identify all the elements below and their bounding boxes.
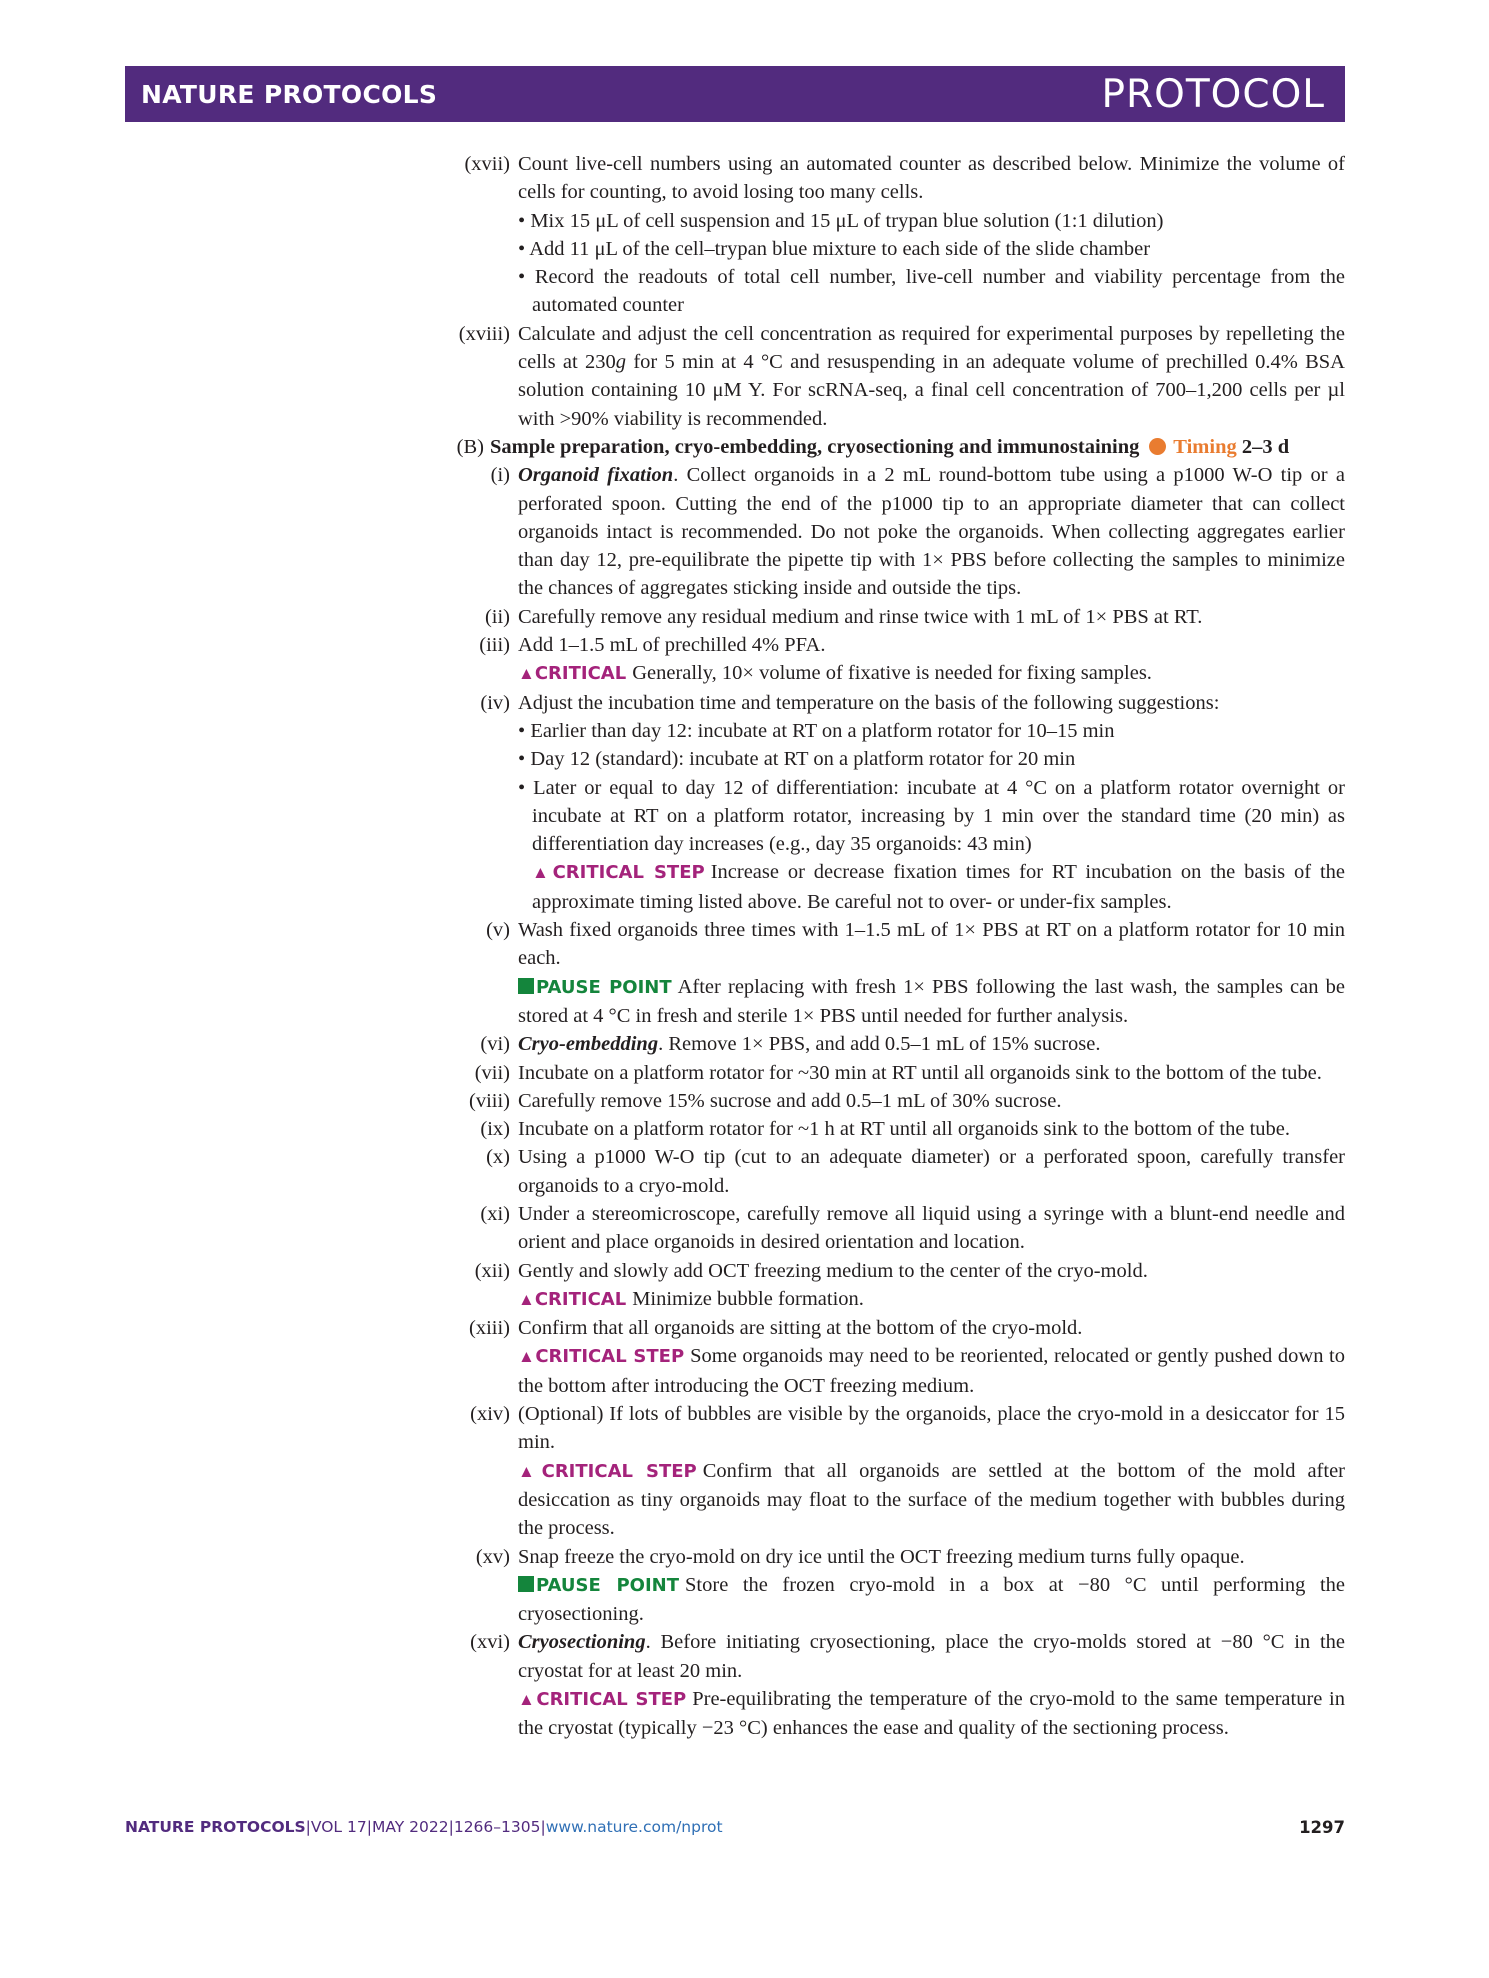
step-label: Cryosectioning [518, 1631, 646, 1654]
step-b-xi [440, 1200, 1345, 1257]
critical-note: ▲CRITICAL STEP Some organoids may need to be reoriented, relocated or gently pushed down to the bottom after introducing the OCT freezing medium. [518, 1345, 1346, 1397]
step-b-x [440, 1143, 1345, 1200]
section-title: Sample preparation, cryo-embedding, cryosectioning and immunostaining [490, 435, 1140, 458]
step-number: (viii) [469, 1089, 510, 1112]
step-text: Adjust the incubation time and temperature on the basis of the following suggestions: [518, 691, 1220, 714]
footer-journal: NATURE PROTOCOLS [125, 1818, 306, 1836]
step-number: (vii) [474, 1061, 510, 1084]
step-number: (ii) [484, 605, 510, 628]
bullet-item: • Earlier than day 12: incubate at RT on a platform rotator for 10–15 min [518, 719, 1115, 742]
step-number: (i) [490, 464, 510, 487]
step-b-iv [440, 689, 1345, 916]
bullet-item: • Day 12 (standard): incubate at RT on a platform rotator for 20 min [518, 748, 1076, 771]
step-text: Cryo-embedding. Remove 1× PBS, and add 0.5–1 mL of 15% sucrose. [518, 1033, 1101, 1056]
step-b-ix [440, 1115, 1345, 1143]
bullet-item: • Mix 15 μL of cell suspension and 15 μL of trypan blue solution (1:1 dilution) [518, 209, 1164, 232]
step-number: (v) [486, 919, 510, 942]
step-b-vii [440, 1059, 1345, 1087]
protocol-body [440, 150, 1345, 1743]
critical-label: CRITICAL STEP [541, 1460, 697, 1482]
footer-volume: VOL 17 [310, 1818, 367, 1836]
step-b-ii [440, 603, 1345, 631]
journal-header-bar [125, 66, 1345, 122]
step-text: Gently and slowly add OCT freezing medium to the center of the cryo-mold. [518, 1259, 1148, 1282]
warning-triangle-icon: ▲ [518, 664, 535, 684]
critical-label: CRITICAL STEP [536, 1689, 687, 1711]
step-label: Organoid fixation [518, 464, 674, 487]
page-footer: NATURE PROTOCOLS|VOL 17|MAY 2022|1266–1305|www.nature.com/nprot 1297 [125, 1818, 1345, 1837]
timing-label: Timing [1173, 435, 1237, 458]
critical-note: ▲CRITICAL Minimize bubble formation. [518, 1287, 864, 1310]
pause-note: PAUSE POINT After replacing with fresh 1× PBS following the last wash, the samples can be stored at 4 °C in fresh and sterile 1× PBS until needed for further analysis. [518, 975, 1345, 1027]
timing-dot-icon [1149, 438, 1166, 455]
step-number: (xiii) [469, 1317, 510, 1340]
step-text: Wash fixed organoids three times with 1–1.5 mL of 1× PBS at RT on a platform rotator for 10 min each. [518, 919, 1345, 970]
bullet-item: • Later or equal to day 12 of differentiation: incubate at 4 °C on a platform rotator overnight or incubate at RT on a platform rotator, increasing by 1 min over the standard time (20 min) as differentiation day increases (e.g., day 35 organoids: 43 min) ▲CRITICAL STEP Increase or decrease fixation times for RT incubation on the basis of the approximate timing listed above. Be careful not to over- or under-fix samples. [518, 774, 1345, 916]
bullet-item: • Add 11 μL of the cell–trypan blue mixture to each side of the slide chamber [518, 237, 1151, 260]
step-number: (xvi) [470, 1631, 510, 1654]
step-number: (xvii) [464, 153, 510, 175]
step-text: Count live-cell numbers using an automated counter as described below. Minimize the volume of cells for counting, to avoid losing too many cells. [518, 153, 1345, 204]
journal-name: NATURE PROTOCOLS [141, 79, 438, 109]
step-number: (xiv) [470, 1403, 510, 1426]
step-a-xviii [440, 320, 1345, 433]
step-text: Incubate on a platform rotator for ~1 h at RT until all organoids sink to the bottom of the tube. [518, 1118, 1291, 1141]
bullet-icon: • [518, 719, 526, 742]
bullet-icon: • [518, 748, 526, 771]
warning-triangle-icon: ▲ [518, 1347, 536, 1367]
step-b-vi [440, 1030, 1345, 1058]
article-type: PROTOCOL [1101, 71, 1325, 117]
step-number: (xv) [475, 1545, 510, 1568]
critical-label: CRITICAL [534, 1288, 627, 1310]
step-b-xiv [440, 1400, 1345, 1542]
page-number: 1297 [1299, 1818, 1345, 1837]
warning-triangle-icon: ▲ [518, 1461, 542, 1481]
step-text: Cryosectioning. Before initiating cryosectioning, place the cryo-molds stored at −80 °C in the cryostat for at least 20 min. [518, 1631, 1345, 1682]
step-b-xv [440, 1543, 1345, 1629]
critical-label: CRITICAL STEP [552, 862, 705, 884]
pause-square-icon [518, 1576, 534, 1592]
pause-label: PAUSE POINT [536, 976, 672, 998]
warning-triangle-icon: ▲ [532, 863, 553, 883]
timing-value: 2–3 d [1241, 435, 1290, 458]
footer-url-link[interactable]: www.nature.com/nprot [545, 1818, 723, 1836]
step-text: (Optional) If lots of bubbles are visible by the organoids, place the cryo-mold in a desiccator for 15 min. [518, 1403, 1345, 1454]
critical-note: ▲CRITICAL STEP Pre-equilibrating the temperature of the cryo-mold to the same temperature in the cryostat (typically −23 °C) enhances the ease and quality of the sectioning process. [518, 1688, 1345, 1740]
pause-label: PAUSE POINT [536, 1574, 680, 1596]
step-text: Organoid fixation. Collect organoids in a 2 mL round-bottom tube using a p1000 W-O tip or a perforated spoon. Cutting the end of the p1000 tip to an appropriate diameter that can collect organoids intact is recommended. Do not poke the organoids. When collecting aggregates earlier than day 12, pre-equilibrate the pipette tip with 1× PBS before collecting the samples to minimize the chances of aggregates sticking inside and outside the tips. [518, 464, 1345, 600]
critical-label: CRITICAL [534, 663, 627, 685]
step-label: Cryo-embedding [518, 1033, 659, 1056]
step-text: Carefully remove any residual medium and rinse twice with 1 mL of 1× PBS at RT. [518, 605, 1203, 628]
bullet-icon: • [518, 776, 526, 799]
warning-triangle-icon: ▲ [518, 1289, 535, 1309]
step-text: Calculate and adjust the cell concentration as required for experimental purposes by repelleting the cells at 230g for 5 min at 4 °C and resuspending in an adequate volume of prechilled 0.4% BSA solution containing 10 μM Y. For scRNA-seq, a final cell concentration of 700–1,200 cells per µl with >90% viability is recommended. [518, 322, 1345, 430]
footer-date: MAY 2022 [371, 1818, 449, 1836]
step-b-xiii [440, 1314, 1345, 1400]
step-number: (x) [486, 1146, 510, 1169]
step-text: Incubate on a platform rotator for ~30 min at RT until all organoids sink to the bottom of the tube. [518, 1061, 1322, 1084]
footer-pages: 1266–1305 [453, 1818, 541, 1836]
bullet-icon: • [518, 266, 526, 289]
step-number: (iii) [479, 634, 510, 657]
step-b-iii [440, 631, 1345, 689]
pause-square-icon [518, 978, 534, 994]
step-text: Carefully remove 15% sucrose and add 0.5–1 mL of 30% sucrose. [518, 1089, 1062, 1112]
section-b-heading [440, 433, 1345, 461]
step-text: Using a p1000 W-O tip (cut to an adequate diameter) or a perforated spoon, carefully transfer organoids to a cryo-mold. [518, 1146, 1345, 1197]
warning-triangle-icon: ▲ [518, 1690, 537, 1710]
critical-note: ▲CRITICAL Generally, 10× volume of fixative is needed for fixing samples. [518, 662, 1152, 685]
critical-note: ▲CRITICAL STEP Confirm that all organoids are settled at the bottom of the mold after desiccation as tiny organoids may float to the surface of the medium together with bubbles during the process. [518, 1459, 1346, 1540]
step-b-viii [440, 1087, 1345, 1115]
step-text: Snap freeze the cryo-mold on dry ice until the OCT freezing medium turns fully opaque. PAUSE POINT Store the frozen cryo-mold in a box at −80 °C until performing the cryosectioning. [518, 1545, 1345, 1626]
step-number: (xviii) [458, 322, 510, 345]
step-text: Under a stereomicroscope, carefully remove all liquid using a syringe with a blunt-end needle and orient and place organoids in desired orientation and location. [518, 1202, 1345, 1254]
step-number: (iv) [480, 691, 510, 714]
bullet-icon: • [518, 237, 526, 260]
step-number: (vi) [480, 1033, 510, 1056]
step-b-xvi [440, 1628, 1345, 1742]
step-number: (xi) [480, 1202, 510, 1225]
section-number: (B) [456, 435, 484, 458]
critical-label: CRITICAL STEP [535, 1346, 685, 1368]
critical-note: ▲CRITICAL STEP Increase or decrease fixation times for RT incubation on the basis of the approximate timing listed above. Be careful not to over- or under-fix samples. [532, 861, 1345, 913]
bullet-icon: • [518, 209, 526, 232]
step-a-xvii [440, 150, 1345, 320]
bullet-item: • Record the readouts of total cell number, live-cell number and viability percentage from the automated counter [518, 266, 1345, 317]
step-b-i [440, 461, 1345, 602]
step-text: Add 1–1.5 mL of prechilled 4% PFA. [518, 634, 826, 657]
step-b-xii [440, 1257, 1345, 1315]
step-text: Confirm that all organoids are sitting at the bottom of the cryo-mold. [518, 1317, 1083, 1340]
step-b-v [440, 916, 1345, 1030]
step-number: (ix) [480, 1118, 510, 1141]
step-number: (xii) [474, 1259, 510, 1282]
